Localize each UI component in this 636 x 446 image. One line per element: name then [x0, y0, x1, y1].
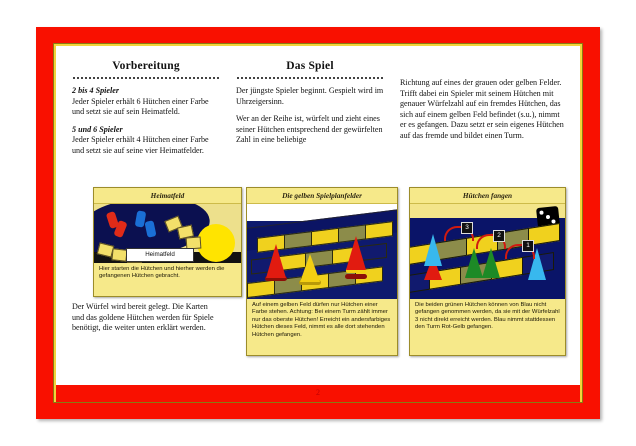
board-cell-yellow	[247, 280, 275, 298]
figure-title-gelbe-felder: Die gelben Spielplanfelder	[247, 188, 397, 204]
paragraph-wer-an-der-reihe: Wer an der Reihe ist, würfelt und zieht eines seiner Hütchen entsprechend der gewürfelten Zahl in eine beliebige	[236, 114, 383, 145]
figure-gelbe-felder	[246, 187, 398, 356]
cone-green	[482, 248, 500, 278]
column-heading-2: Das Spiel	[286, 60, 334, 72]
figure-heimatfeld	[93, 187, 242, 297]
figure-caption-gelbe-felder: Auf einem gelben Feld dürfen nur Hütchen einer Farbe stehen. Achtung: Bei einem Turm zählt immer nur das oberste Hütchen! Erreicht ein andersfarbiges Hütchen dieses Feld, nimmt es alle dort stehenden Hütchen gefangen.	[247, 299, 397, 342]
paragraph-2-bis-4-spieler: Jeder Spieler erhält 6 Hütchen einer Farbe und setzt sie auf sein Heimatfeld.	[72, 96, 209, 117]
page-folio-band	[56, 385, 580, 402]
figure-art-huetchen-fangen	[410, 204, 565, 299]
paragraph-richtung-felder: Richtung auf eines der grauen oder gelben Felder. Trifft dabei ein Spieler mit seinem Hütchen mit genauer Würfelzahl auf ein fremdes Hütchen, das sich auf einem gelben Feld befindet (s.u.), nimmt er es gefangen. Dazu setzt er sein eigenes Hütchen auf das fremde und bildet einen Turm.	[400, 78, 564, 140]
paragraph-wuerfel-karten: Der Würfel wird bereit gelegt. Die Karten und das goldene Hütchen werden für Spiele benötigt, die weiter unten erklärt werden.	[72, 302, 214, 333]
cone-base	[345, 274, 367, 279]
cone-green	[465, 248, 483, 278]
cone-red-tower	[346, 236, 366, 270]
move-marker-1: 1	[522, 240, 534, 252]
move-marker-2: 2	[493, 230, 505, 242]
figure-caption-huetchen-fangen: Die beiden grünen Hütchen können von Blau nicht gefangen genommen werden, da sie mit der Würfelzahl 3 nicht direkt erreicht werden. Blau nimmt stattdessen den Turm Rot-Gelb gefangen.	[410, 299, 565, 335]
page-content-area	[56, 46, 580, 385]
dice-pip	[539, 210, 543, 214]
paragraph-5-und-6-spieler: Jeder Spieler erhält 4 Hütchen einer Farbe und setzt sie auf seine vier Heimatfelder.	[72, 135, 209, 155]
board-cell-yellow	[365, 221, 393, 239]
paragraph-juengster-spieler: Der jüngste Spieler beginnt. Gespielt wird im Uhrzeigersinn.	[236, 86, 384, 106]
page-number: 2	[316, 388, 320, 397]
figure-art-gelbe-felder	[247, 204, 397, 299]
yellow-home-disc	[197, 224, 235, 262]
figure-title-heimatfeld: Heimatfeld	[94, 188, 241, 204]
figure-callout-heimatfeld: Heimatfeld	[126, 248, 194, 262]
column-1-after-figure	[72, 302, 220, 341]
move-marker-3: 3	[461, 222, 473, 234]
dice-pip	[546, 215, 550, 219]
cone-red	[266, 244, 286, 278]
subheading-2-bis-4-spieler: 2 bis 4 Spieler	[72, 86, 119, 95]
figure-caption-heimatfeld: Hier starten die Hütchen und hierher werden die gefangenen Hütchen gebracht.	[94, 263, 241, 284]
cone-blue-tower	[424, 234, 442, 266]
board-cell-yellow	[311, 228, 339, 246]
cone-yellow	[300, 254, 320, 282]
subheading-5-und-6-spieler: 5 und 6 Spieler	[72, 124, 123, 134]
board-cell-grey	[284, 231, 312, 249]
figure-art-heimatfeld	[94, 204, 241, 263]
figure-huetchen-fangen	[409, 187, 566, 356]
figure-title-huetchen-fangen: Hütchen fangen	[410, 188, 565, 204]
column-heading-1: Vorbereitung	[112, 60, 180, 72]
